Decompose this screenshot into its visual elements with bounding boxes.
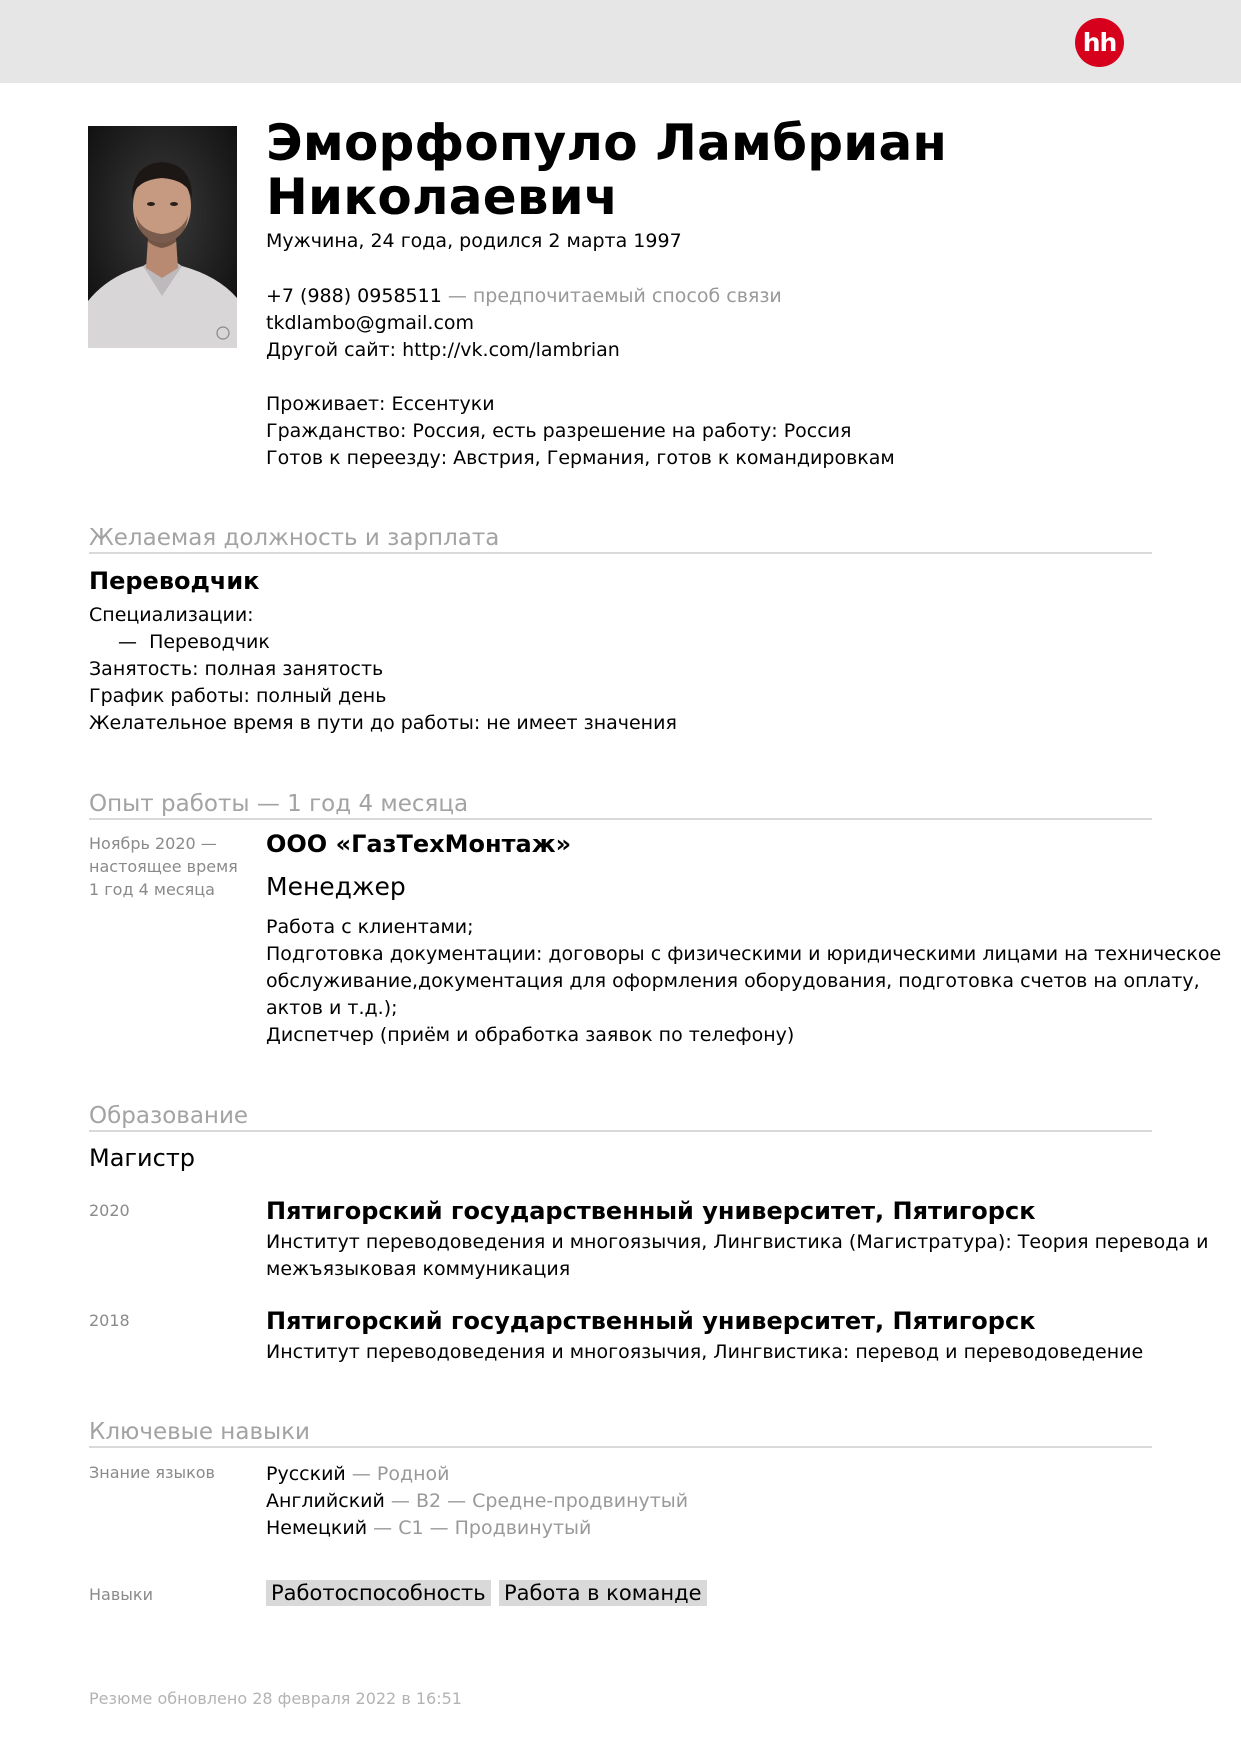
header-bar: [0, 0, 1241, 83]
section-title-skills: Ключевые навыки: [89, 1419, 310, 1445]
skill-tag: Работоспособность: [266, 1580, 491, 1606]
desired-position: Переводчик: [89, 567, 260, 595]
section-title-experience: Опыт работы — 1 год 4 месяца: [89, 791, 469, 817]
period-duration: 1 год 4 месяца: [89, 880, 215, 899]
demographics: Мужчина, 24 года, родился 2 марта 1997: [266, 230, 682, 252]
hh-logo[interactable]: hh: [1075, 18, 1124, 67]
job-desc-line: Подготовка документации: договоры с физическими и юридическими лицами на техническое: [266, 943, 1222, 965]
schedule: График работы: полный день: [89, 685, 387, 707]
specializations-label: Специализации:: [89, 604, 254, 626]
skill-tag: Работа в команде: [499, 1580, 707, 1606]
language-level: — B2 — Средне-продвинутый: [390, 1490, 689, 1512]
job-desc-line: актов и т.д.);: [266, 997, 398, 1019]
language-name: Английский: [266, 1490, 385, 1512]
divider: [89, 818, 1152, 820]
education-details: межъязыковая коммуникация: [266, 1258, 571, 1280]
skills-label: Навыки: [89, 1585, 153, 1604]
employment: Занятость: полная занятость: [89, 658, 384, 680]
residence: Проживает: Ессентуки: [266, 393, 495, 415]
full-name-line1: Эморфопуло Ламбриан: [266, 114, 948, 172]
commute: Желательное время в пути до работы: не имеет значения: [89, 712, 677, 734]
experience-period: [89, 832, 238, 901]
job-desc-line: Диспетчер (приём и обработка заявок по телефону): [266, 1024, 795, 1046]
other-site[interactable]: Другой сайт: http://vk.com/lambrian: [266, 339, 620, 361]
institution-name: Пятигорский государственный университет, Пятигорск: [266, 1307, 1036, 1335]
period-end: настоящее время: [89, 857, 238, 876]
language-item: [266, 1488, 688, 1515]
phone-number[interactable]: +7 (988) 0958511: [266, 285, 442, 307]
citizenship: Гражданство: Россия, есть разрешение на работу: Россия: [266, 420, 852, 442]
education-details: Институт переводоведения и многоязычия, Лингвистика: перевод и переводоведение: [266, 1341, 1144, 1363]
language-item: [266, 1461, 449, 1488]
relocation: Готов к переезду: Австрия, Германия, готов к командировкам: [266, 447, 895, 469]
period-start: Ноябрь 2020 —: [89, 834, 217, 853]
job-desc-line: обслуживание,документация для оформления оборудования, подготовка счетов на оплату,: [266, 970, 1200, 992]
language-name: Немецкий: [266, 1517, 368, 1539]
language-level: — Родной: [351, 1463, 450, 1485]
divider: [89, 552, 1152, 554]
languages-label: Знание языков: [89, 1463, 215, 1482]
section-title-desired: Желаемая должность и зарплата: [89, 525, 500, 551]
education-level: Магистр: [89, 1144, 196, 1172]
language-item: [266, 1515, 591, 1542]
updated-note: Резюме обновлено 28 февраля 2022 в 16:51: [89, 1689, 462, 1708]
divider: [89, 1130, 1152, 1132]
language-level: — C1 — Продвинутый: [373, 1517, 592, 1539]
email[interactable]: tkdlambo@gmail.com: [266, 312, 475, 334]
job-desc-line: Работа с клиентами;: [266, 916, 474, 938]
specialization-item: — Переводчик: [118, 631, 270, 653]
education-year: 2020: [89, 1201, 130, 1220]
divider: [89, 1446, 1152, 1448]
section-title-education: Образование: [89, 1103, 249, 1129]
language-name: Русский: [266, 1463, 346, 1485]
company-name: ООО «ГазТехМонтаж»: [266, 830, 572, 858]
education-year: 2018: [89, 1311, 130, 1330]
job-role: Менеджер: [266, 872, 406, 901]
profile-photo: [88, 126, 237, 348]
full-name-line2: Николаевич: [266, 168, 619, 226]
phone-line: [266, 283, 782, 310]
phone-note: — предпочитаемый способ связи: [447, 285, 782, 307]
institution-name: Пятигорский государственный университет, Пятигорск: [266, 1197, 1036, 1225]
education-details: Институт переводоведения и многоязычия, Лингвистика (Магистратура): Теория перевода и: [266, 1231, 1209, 1253]
